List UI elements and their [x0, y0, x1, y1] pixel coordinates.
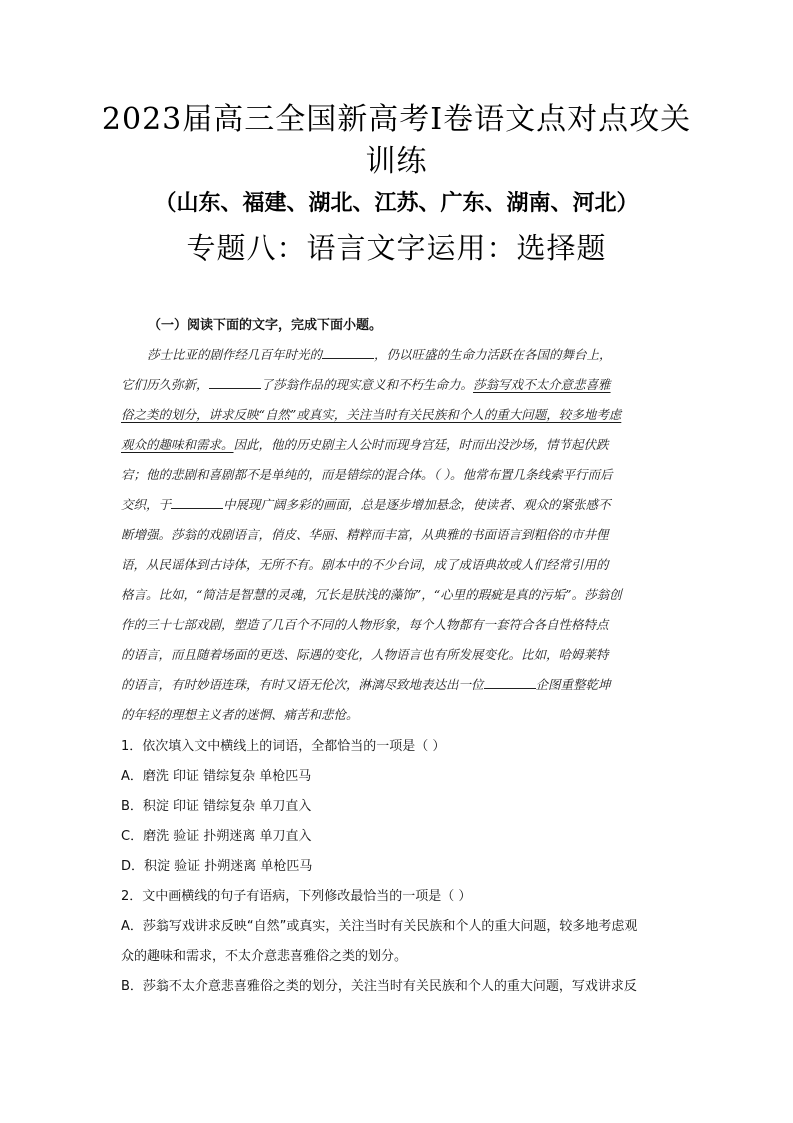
- fill-blank: [171, 507, 223, 509]
- passage-text: 莎士比亚的剧作经几百年时光的: [147, 347, 323, 362]
- passage-text: 企图重整乾坤: [535, 677, 611, 692]
- passage-line: [121, 370, 676, 400]
- document-subtitle: （山东、福建、湖北、江苏、广东、湖南、河北）: [154, 190, 639, 216]
- question-1-option-a: A．磨洗 印证 错综复杂 单枪匹马: [121, 769, 312, 784]
- passage-line: [121, 490, 676, 520]
- passage-text: 它们历久弥新，: [121, 377, 209, 392]
- question-1-option-d: D．积淀 验证 扑朔迷离 单枪匹马: [121, 859, 313, 874]
- passage-text: 交织，于: [121, 497, 172, 512]
- passage-line: 的年轻的理想主义者的迷惘、痛苦和悲怆。: [121, 707, 359, 722]
- question-2-option-b: B．莎翁不太介意悲喜雅俗之类的划分，关注当时有关民族和个人的重大问题，写戏讲求反: [121, 979, 637, 994]
- passage-text: 中展现广阔多彩的画面，总是逐步增加悬念，使读者、观众的紧张感不: [223, 497, 611, 512]
- document-title-line1: 2023届高三全国新高考Ⅰ卷语文点对点攻关: [101, 102, 692, 137]
- passage-line: 格言。比如，“简洁是智慧的灵魂，冗长是肤浅的藻饰”，“心里的瑕疵是真的污垢”。莎翁创: [121, 587, 622, 602]
- question-2-option-a-continued: 众的趣味和需求，不太介意悲喜雅俗之类的划分。: [121, 949, 408, 964]
- passage-line: 断增强。莎翁的戏剧语言，俏皮、华丽、精粹而丰富，从典雅的书面语言到粗俗的市井俚: [121, 527, 609, 542]
- passage-text: 因此，他的历史剧主人公时而现身宫廷，时而出没沙场，情节起伏跌: [233, 437, 609, 452]
- fill-blank: [484, 687, 536, 689]
- question-1-option-b: B．积淀 印证 错综复杂 单刀直入: [121, 799, 312, 814]
- fill-blank: [322, 357, 374, 359]
- passage-line: [121, 400, 676, 430]
- passage-line: [147, 340, 677, 370]
- question-2-option-a: A．莎翁写戏讲求反映“自然”或真实，关注当时有关民族和个人的重大问题，较多地考虑观: [121, 919, 638, 934]
- passage-line: [121, 670, 676, 700]
- passage-line: 作的三十七部戏剧，塑造了几百个不同的人物形象，每个人物都有一套符合各自性格特点: [121, 617, 609, 632]
- underlined-sentence: 观众的趣味和需求。: [121, 437, 234, 452]
- section-heading: （一）阅读下面的文字，完成下面小题。: [148, 318, 383, 333]
- passage-text: 了莎翁作品的现实意义和不朽生命力。: [260, 377, 474, 392]
- passage-line: 的语言，而且随着场面的更迭、际遇的变化，人物语言也有所发展变化。比如，哈姆莱特: [121, 647, 609, 662]
- passage-line: 宕；他的悲剧和喜剧都不是单纯的，而是错综的混合体。（ ）。他常布置几条线索平行而后: [121, 467, 613, 482]
- question-1-option-c: C．磨洗 验证 扑朔迷离 单刀直入: [121, 829, 312, 844]
- question-1-stem: 1．依次填入文中横线上的词语，全都恰当的一项是（ ）: [121, 739, 446, 754]
- question-2-stem: 2．文中画横线的句子有语病，下列修改最恰当的一项是（ ）: [121, 889, 472, 904]
- topic-heading: 专题八：语言文字运用：选择题: [186, 231, 607, 265]
- passage-line: 语，从民谣体到古诗体，无所不有。剧本中的不少台词，成了成语典故或人们经常引用的: [121, 557, 609, 572]
- passage-text: ，仍以旺盛的生命力活跃在各国的舞台上，: [374, 347, 612, 362]
- fill-blank: [209, 387, 261, 389]
- underlined-sentence: 俗之类的划分，讲求反映“自然”或真实，关注当时有关民族和个人的重大问题，较多地考虑: [121, 407, 622, 422]
- passage-text: 的语言，有时妙语连珠，有时又语无伦次，淋漓尽致地表达出一位: [121, 677, 484, 692]
- document-title-line2: 训练: [365, 144, 428, 179]
- passage-line: [121, 430, 676, 460]
- underlined-sentence: 莎翁写戏不太介意悲喜雅: [473, 377, 611, 392]
